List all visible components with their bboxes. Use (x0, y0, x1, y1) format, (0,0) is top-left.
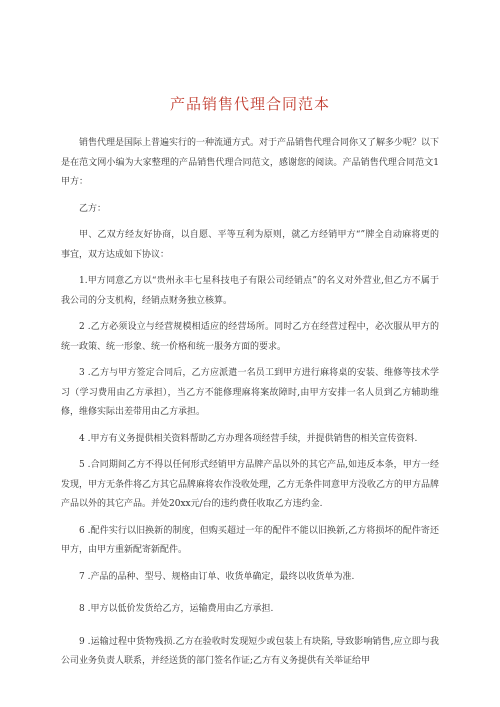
paragraph-party-b: 乙方： (79, 203, 107, 214)
paragraph-agreement: 甲、乙双方经友好协商，以自愿、平等互利为原则，就乙方经销甲方“”牌全自动麻将更的事宜，双方达成如下协议： (61, 230, 439, 260)
clause-6: 6 .配件实行以旧换新的制度，但购买超过一年的配件不能以旧换新,乙方将损坏的配件寄还甲方，由甲方重新配寄新配件。 (61, 525, 439, 555)
clause-1: 1.甲方同意乙方以“贵州永丰七星科技电子有限公司经销点”的名义对外营业,但乙方不属于我公司的分支机构，经销点财务独立核算。 (61, 276, 439, 306)
clause-3: 3 .乙方与甲方签定合同后，乙方应派遣一名员工到甲方进行麻将桌的安装、维修等技术学习（学习费用由乙方承担），当乙方不能修理麻将案故障时,由甲方安排一名人员到乙方辅助维修，维修实际出差带用由乙方承担。 (61, 368, 439, 417)
clause-4: 4 .甲方有义务提供相关资料帮助乙方办理各项经营手续，并提供销售的相关宣传资料. (79, 433, 418, 444)
clause-9: 9 .运输过程中货物残损.乙方在验收时发现短少或包装上有块陷, 导致影响销售,应立即与我公司业务负责人联系，并经送货的部门签名作证;乙方有义务提供有关举证给甲 (61, 636, 439, 666)
clause-8: 8 .甲方以低价发货给乙方，运输费用由乙方承担. (79, 604, 274, 614)
document-body (61, 134, 439, 672)
paragraph-intro: 销售代理是国际上普遍实行的一种流通方式。对于产品销售代理合同你又了解多少呢？以下是在范文网小编为大家整理的产品销售代理合同范文，感谢您的阅读。产品销售代理合同范文1甲方： (61, 138, 440, 187)
clause-7: 7 .产品的品种、型号、规格由订单、收货单确定，最终以收货单为准. (79, 571, 355, 582)
document-title: 产品销售代理合同范本 (169, 95, 330, 113)
clause-2: 2 .乙方必须设立与经营规模相适应的经营场所。同时乙方在经营过程中，必次服从甲方的统一政策、统一形象、统一价格和统一服务方面的要求。 (61, 322, 439, 352)
clause-5: 5 .合同期间乙方不得以任何形式经销甲方品牌产品以外的其它产品,如违反本条，甲方一经发现，甲方无条件将乙方其它品牌麻将农作没收处理，乙方无条件同意甲方没收乙方的甲方品牌产品以外的其它产品。并处20xx元/台的违约费任收取乙方违约金. (61, 460, 440, 509)
